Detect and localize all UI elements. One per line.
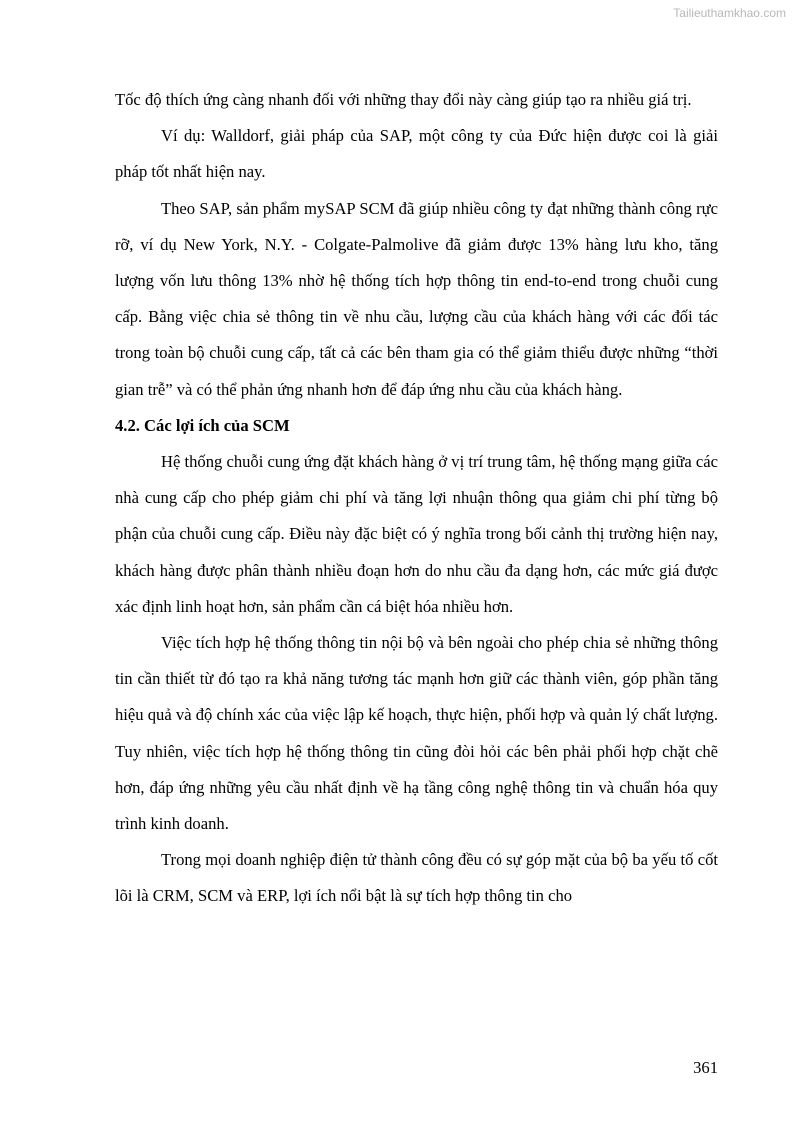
paragraph-3: Theo SAP, sản phẩm mySAP SCM đã giúp nhiều công ty đạt những thành công rực rỡ, ví dụ New York, N.Y. - Colgate-Palmolive đã giảm được 13% hàng lưu kho, tăng lượng vốn lưu thông 13% nhờ hệ thống tích hợp thông tin end-to-end trong chuỗi cung cấp. Bằng việc chia sẻ thông tin về nhu cầu, lượng cầu của khách hàng với các đối tác trong toàn bộ chuỗi cung cấp, tất cả các bên tham gia có thể giảm thiểu được những “thời gian trễ” và có thể phản ứng nhanh hơn để đáp ứng nhu cầu của khách hàng. [115, 198, 718, 399]
section-heading: 4.2. Các lợi ích của SCM [115, 415, 290, 435]
paragraph-2: Ví dụ: Walldorf, giải pháp của SAP, một công ty của Đức hiện được coi là giải pháp tốt nhất hiện nay. [115, 126, 718, 182]
document-body [115, 82, 718, 915]
watermark: Tailieuthamkhao.com [673, 6, 786, 20]
paragraph-5: Việc tích hợp hệ thống thông tin nội bộ và bên ngoài cho phép chia sẻ những thông tin cần thiết từ đó tạo ra khả năng tương tác mạnh hơn giữ các thành viên, góp phần tăng hiệu quả và độ chính xác của việc lập kế hoạch, thực hiện, phối hợp và quản lý chất lượng. Tuy nhiên, việc tích hợp hệ thống thông tin cũng đòi hỏi các bên phải phối hợp chặt chẽ hơn, đáp ứng những yêu cầu nhất định về hạ tầng công nghệ thông tin và chuẩn hóa quy trình kinh doanh. [115, 633, 718, 834]
page-number: 361 [693, 1058, 718, 1077]
paragraph-6: Trong mọi doanh nghiệp điện tử thành công đều có sự góp mặt của bộ ba yếu tố cốt lõi là CRM, SCM và ERP, lợi ích nổi bật là sự tích hợp thông tin cho [115, 850, 718, 906]
paragraph-4: Hệ thống chuỗi cung ứng đặt khách hàng ở vị trí trung tâm, hệ thống mạng giữa các nhà cung cấp cho phép giảm chi phí và tăng lợi nhuận thông qua giảm chi phí từng bộ phận của chuỗi cung cấp. Điều này đặc biệt có ý nghĩa trong bối cảnh thị trường hiện nay, khách hàng được phân thành nhiều đoạn hơn do nhu cầu đa dạng hơn, các mức giá được xác định linh hoạt hơn, sản phẩm cần cá biệt hóa nhiều hơn. [115, 452, 718, 616]
paragraph-1: Tốc độ thích ứng càng nhanh đối với những thay đổi này càng giúp tạo ra nhiều giá trị. [115, 90, 692, 109]
